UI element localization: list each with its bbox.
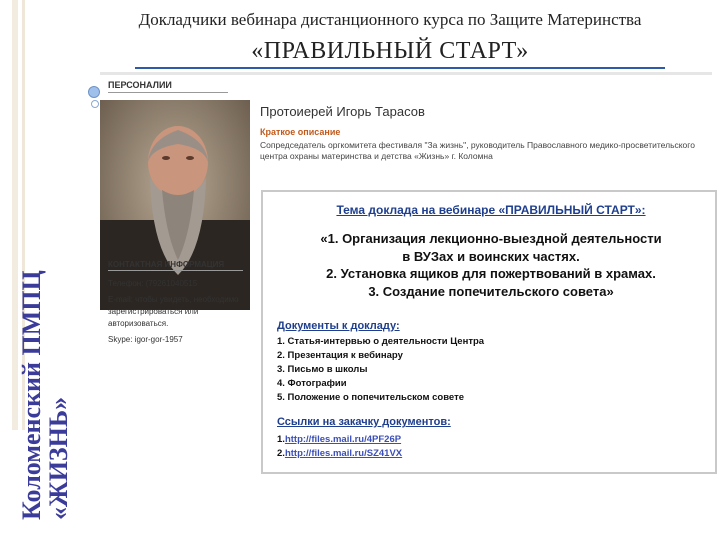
contact-heading: КОНТАКТНАЯ ИНФОРМАЦИЯ <box>108 260 225 269</box>
side-caption-line1: Коломенский ПМПЦ <box>17 270 46 520</box>
document-item: 3. Письмо в школы <box>277 364 368 375</box>
description-text: Сопредседатель оргкомитета фестиваля "За жизнь", руководитель Православного медико-просветительского центра охраны материнства и детства «Жизнь» г. Коломна <box>260 140 695 161</box>
links-title: Ссылки на закачку документов: <box>277 416 451 428</box>
title-rule <box>135 67 665 69</box>
contact-divider <box>108 270 243 271</box>
webinar-panel <box>261 190 717 474</box>
topic-body <box>271 230 711 300</box>
topic-line: 2. Установка ящиков для пожертвований в храмах. <box>326 266 656 281</box>
person-name: Протоиерей Игорь Тарасов <box>260 104 425 119</box>
decorative-dot-small-icon <box>91 100 99 108</box>
link-row <box>277 433 402 447</box>
section-label: ПЕРСОНАЛИИ <box>108 80 172 90</box>
decorative-dot-icon <box>88 86 100 98</box>
document-item: 5. Положение о попечительском совете <box>277 392 465 403</box>
documents-list <box>277 335 484 405</box>
download-link-1[interactable]: http://files.mail.ru/4PF26P <box>284 434 402 445</box>
link-prefix: 2. <box>277 448 285 459</box>
side-caption-line2: «ЖИЗНЬ» <box>44 396 74 520</box>
links-list <box>277 433 402 461</box>
topic-title: Тема доклада на вебинаре «ПРАВИЛЬНЫЙ СТАРТ»: <box>336 203 646 217</box>
link-prefix: 1. <box>277 434 285 445</box>
document-item: 2. Презентация к вебинару <box>277 350 403 361</box>
document-item: 1. Статья-интервью о деятельности Центра <box>277 336 485 347</box>
topic-line: 3. Создание попечительского совета» <box>368 283 614 299</box>
slide-title: Докладчики вебинара дистанционного курса по Защите Материнства <box>138 10 642 29</box>
contact-email: E-mail: чтобы увидеть, необходимо зарегистрироваться или авторизоваться. <box>108 295 239 328</box>
link-row <box>277 447 402 461</box>
side-caption <box>18 270 73 520</box>
site-top-bar <box>100 72 712 75</box>
section-divider <box>108 92 228 93</box>
topic-line: «1. Организация лекционно-выездной деятельности <box>320 231 662 246</box>
topic-line: в ВУЗах и воинских частях. <box>402 248 580 264</box>
slide-subtitle: «ПРАВИЛЬНЫЙ СТАРТ» <box>251 38 529 64</box>
download-link-2[interactable]: http://files.mail.ru/SZ41VX <box>284 448 403 459</box>
contact-phone: Телефон: (79261040515 <box>108 279 198 288</box>
description-heading: Краткое описание <box>260 127 341 137</box>
documents-title: Документы к докладу: <box>277 320 400 332</box>
contact-skype: Skype: igor-gor-1957 <box>108 335 183 344</box>
document-item: 4. Фотографии <box>277 378 347 389</box>
